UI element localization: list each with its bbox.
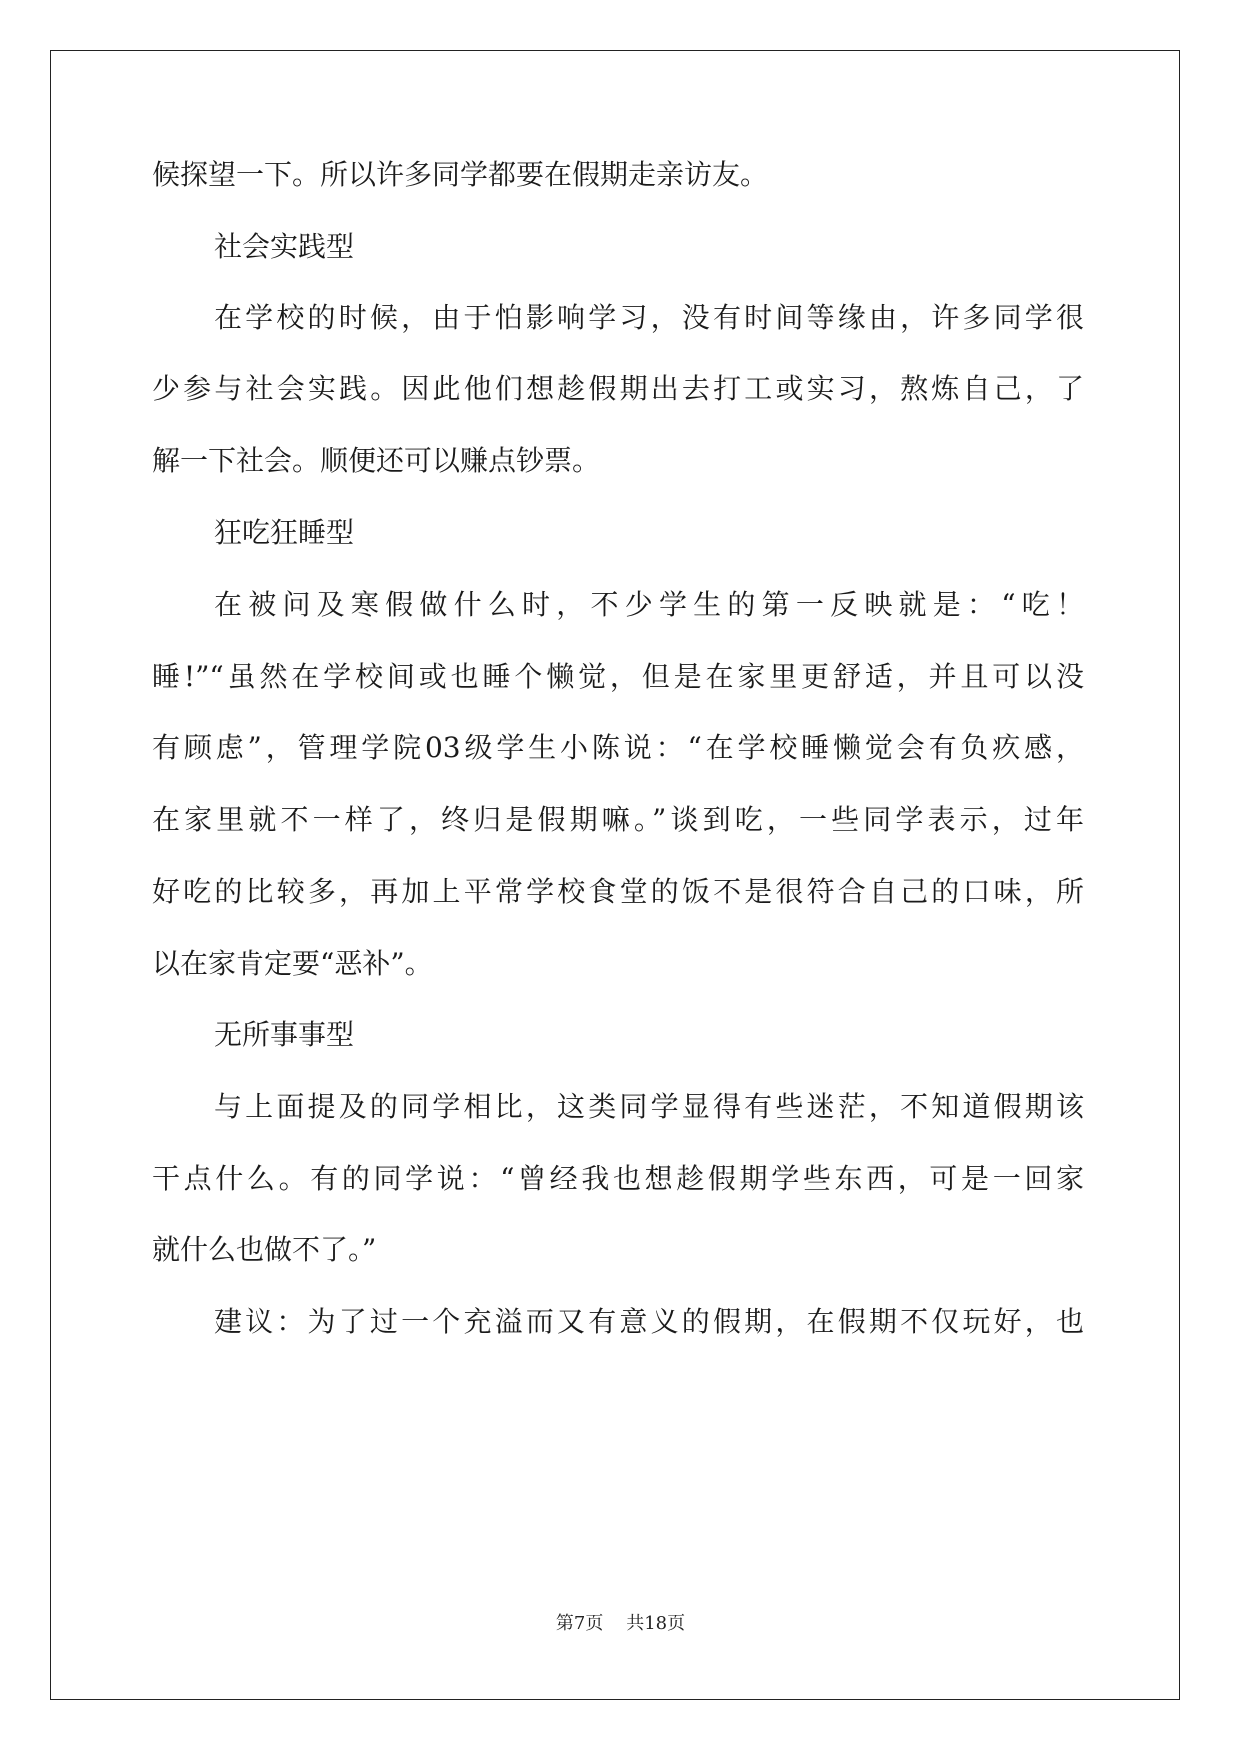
text-line: 有顾虑”，管理学院03级学生小陈说：“在学校睡懒觉会有负疚感， bbox=[152, 731, 1084, 764]
text-line: 在家里就不一样了，终归是假期嘛。”谈到吃，一些同学表示，过年 bbox=[152, 803, 1084, 836]
text-line: 在学校的时候，由于怕影响学习，没有时间等缘由，许多同学很 bbox=[214, 301, 1084, 334]
text-line: 干点什么。有的同学说：“曾经我也想趁假期学些东西，可是一回家 bbox=[152, 1162, 1084, 1195]
section-heading: 狂吃狂睡型 bbox=[214, 516, 355, 549]
text-line: 睡!”“虽然在学校间或也睡个懒觉，但是在家里更舒适，并且可以没 bbox=[152, 660, 1084, 693]
text-line: 在被问及寒假做什么时，不少学生的第一反映就是：“吃！ bbox=[214, 588, 1084, 621]
text-line: 解一下社会。顺便还可以赚点钞票。 bbox=[152, 444, 601, 477]
section-heading: 社会实践型 bbox=[214, 230, 355, 263]
page-total: 共18页 bbox=[626, 1613, 686, 1634]
text-line: 候探望一下。所以许多同学都要在假期走亲访友。 bbox=[152, 158, 769, 191]
text-line: 就什么也做不了。” bbox=[152, 1233, 377, 1266]
text-line: 以在家肯定要“恶补”。 bbox=[152, 947, 433, 980]
section-heading: 无所事事型 bbox=[214, 1018, 355, 1051]
text-line: 建议：为了过一个充溢而又有意义的假期，在假期不仅玩好，也 bbox=[214, 1305, 1084, 1338]
page-number: 第7页 bbox=[555, 1613, 604, 1634]
text-line: 好吃的比较多，再加上平常学校食堂的饭不是很符合自己的口味，所 bbox=[152, 875, 1084, 908]
text-line: 与上面提及的同学相比，这类同学显得有些迷茫，不知道假期该 bbox=[214, 1090, 1084, 1123]
text-line: 少参与社会实践。因此他们想趁假期出去打工或实习，熬炼自己，了 bbox=[152, 372, 1084, 405]
page-footer bbox=[0, 1612, 1241, 1636]
